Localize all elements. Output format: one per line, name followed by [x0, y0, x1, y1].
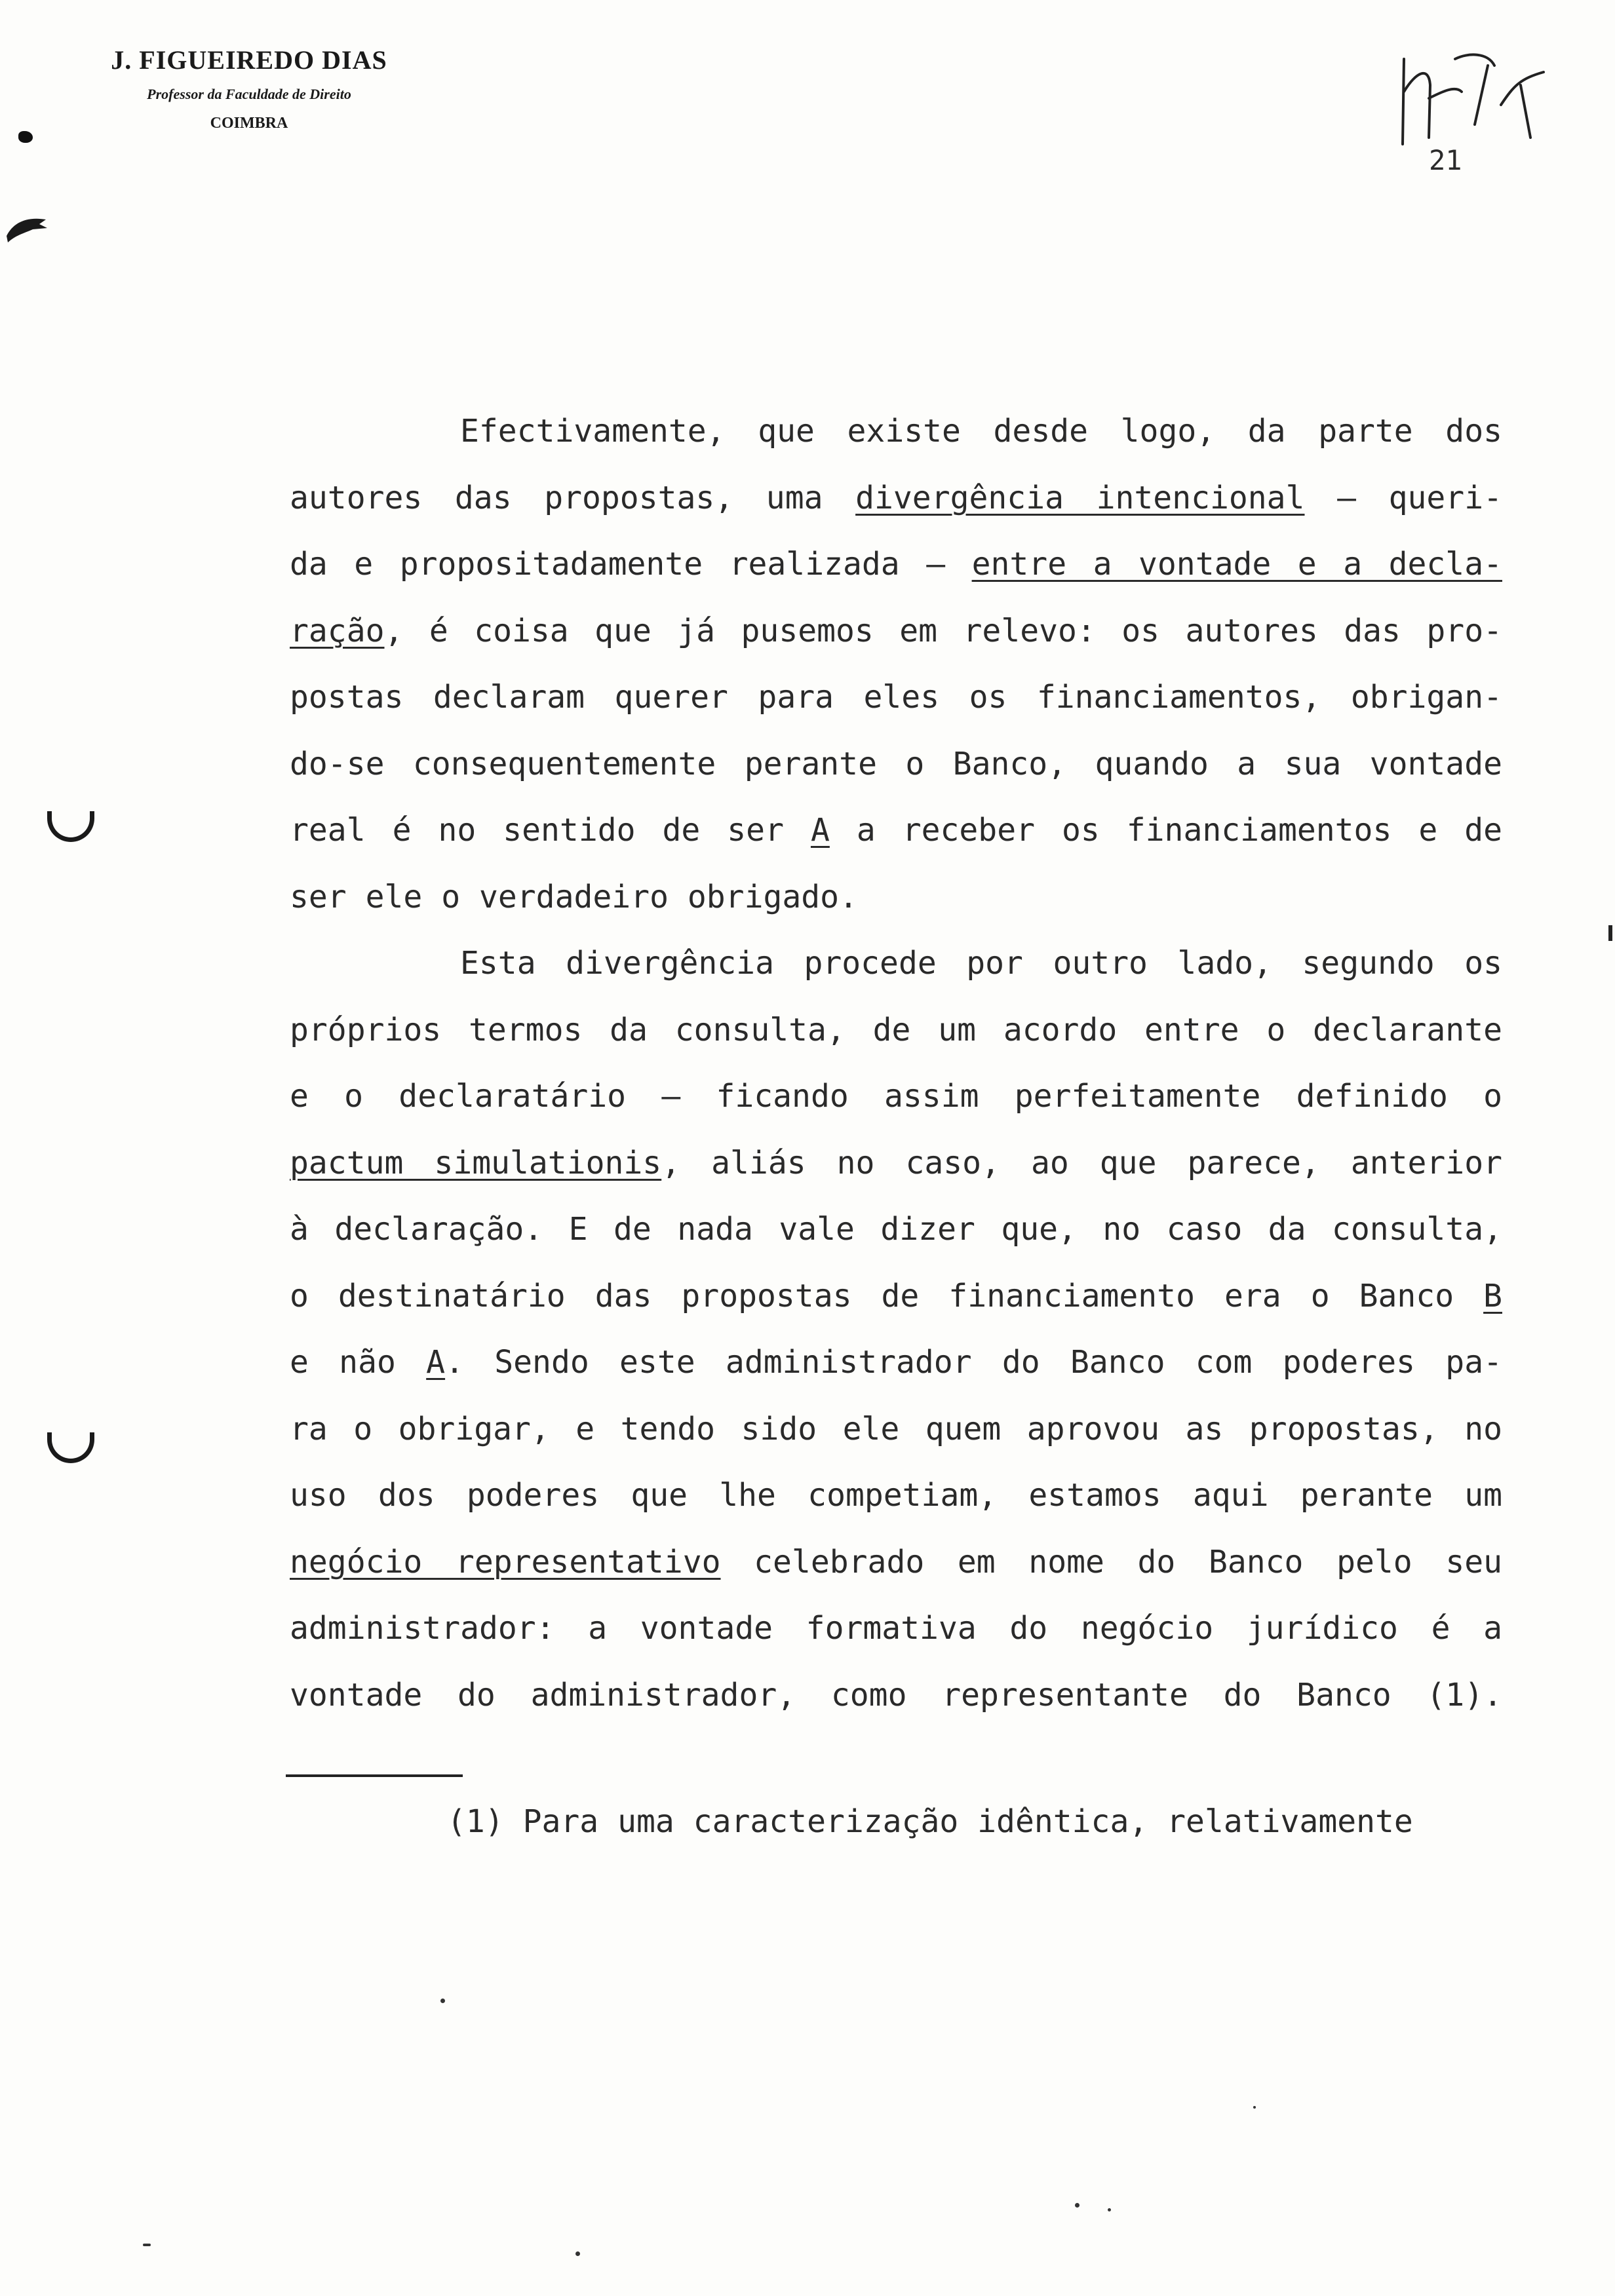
underlined-term: negócio representativo — [290, 1543, 721, 1580]
footnote: (1) Para uma caracterização idêntica, relativamente — [447, 1803, 1413, 1840]
author-name: J. FIGUEIREDO DIAS — [111, 45, 387, 75]
p2-line-8: ra o obrigar, e tendo sido ele quem aprovou as propostas, no — [290, 1410, 1502, 1447]
p2-line-1: Esta divergência procede por outro lado, segundo os — [460, 945, 1502, 982]
p1-line-6: do-se consequentemente perante o Banco, quando a sua vontade — [290, 745, 1502, 782]
letterhead — [0, 45, 498, 132]
paper-speck — [575, 2251, 580, 2256]
p1-line-7: real é no sentido de ser A a receber os financiamentos e de — [290, 812, 1502, 849]
p2-line-3: e o declaratário — ficando assim perfeitamente definido o — [290, 1078, 1502, 1115]
p2-line-10: negócio representativo celebrado em nome do Banco pelo seu — [290, 1543, 1503, 1580]
edge-mark — [1608, 925, 1612, 941]
p1-line-8: ser ele o verdadeiro obrigado. — [290, 878, 858, 915]
ink-splatter — [0, 210, 52, 249]
body-text — [290, 398, 1502, 1729]
paper-speck — [1253, 2106, 1256, 2109]
underlined-term: pactum simulationis — [290, 1144, 662, 1181]
paper-speck — [1108, 2208, 1111, 2211]
ink-blot — [18, 131, 33, 143]
paper-speck — [1075, 2203, 1080, 2208]
handwritten-initials — [1390, 46, 1547, 157]
underlined-term: ração — [290, 612, 385, 649]
underlined-term: entre a vontade e a decla- — [971, 546, 1502, 583]
p2-line-2: próprios termos da consulta, de um acordo entre o declarante — [290, 1011, 1502, 1048]
underlined-term: A — [810, 812, 830, 849]
author-title: Professor da Faculdade de Direito — [147, 86, 351, 102]
p2-line-9: uso dos poderes que lhe competiam, estamos aqui perante um — [290, 1477, 1502, 1514]
punch-hole-top — [47, 811, 94, 842]
paper-speck — [440, 1999, 445, 2003]
underlined-term: B — [1483, 1277, 1502, 1314]
p1-line-5: postas declaram querer para eles os financiamentos, obrigan- — [290, 679, 1502, 716]
p2-line-4: pactum simulationis, aliás no caso, ao que parece, anterior — [290, 1144, 1503, 1181]
paper-speck — [143, 2244, 151, 2246]
page-number: 21 — [1429, 144, 1462, 176]
underlined-term: divergência intencional — [855, 479, 1305, 516]
p2-line-5: à declaração. E de nada vale dizer que, no caso da consulta, — [290, 1211, 1502, 1248]
punch-hole-bottom — [47, 1432, 94, 1463]
p2-line-12: vontade do administrador, como representante do Banco (1). — [290, 1676, 1502, 1713]
p1-line-2: autores das propostas, uma divergência intencional — queri- — [290, 479, 1502, 516]
author-city: COIMBRA — [210, 115, 288, 132]
p2-line-7: e não A. Sendo este administrador do Banco com poderes pa- — [290, 1344, 1502, 1381]
p2-line-11: administrador: a vontade formativa do negócio jurídico é a — [290, 1610, 1502, 1647]
p1-line-4: ração, é coisa que já pusemos em relevo: os autores das pro- — [290, 612, 1502, 649]
p1-line-3: da e propositadamente realizada — entre a vontade e a decla- — [290, 546, 1502, 583]
footnote-separator — [286, 1774, 463, 1777]
underlined-term: A — [426, 1344, 446, 1381]
p1-line-1: Efectivamente, que existe desde logo, da parte dos — [460, 413, 1502, 450]
p2-line-6: o destinatário das propostas de financiamento era o Banco B — [290, 1277, 1502, 1314]
